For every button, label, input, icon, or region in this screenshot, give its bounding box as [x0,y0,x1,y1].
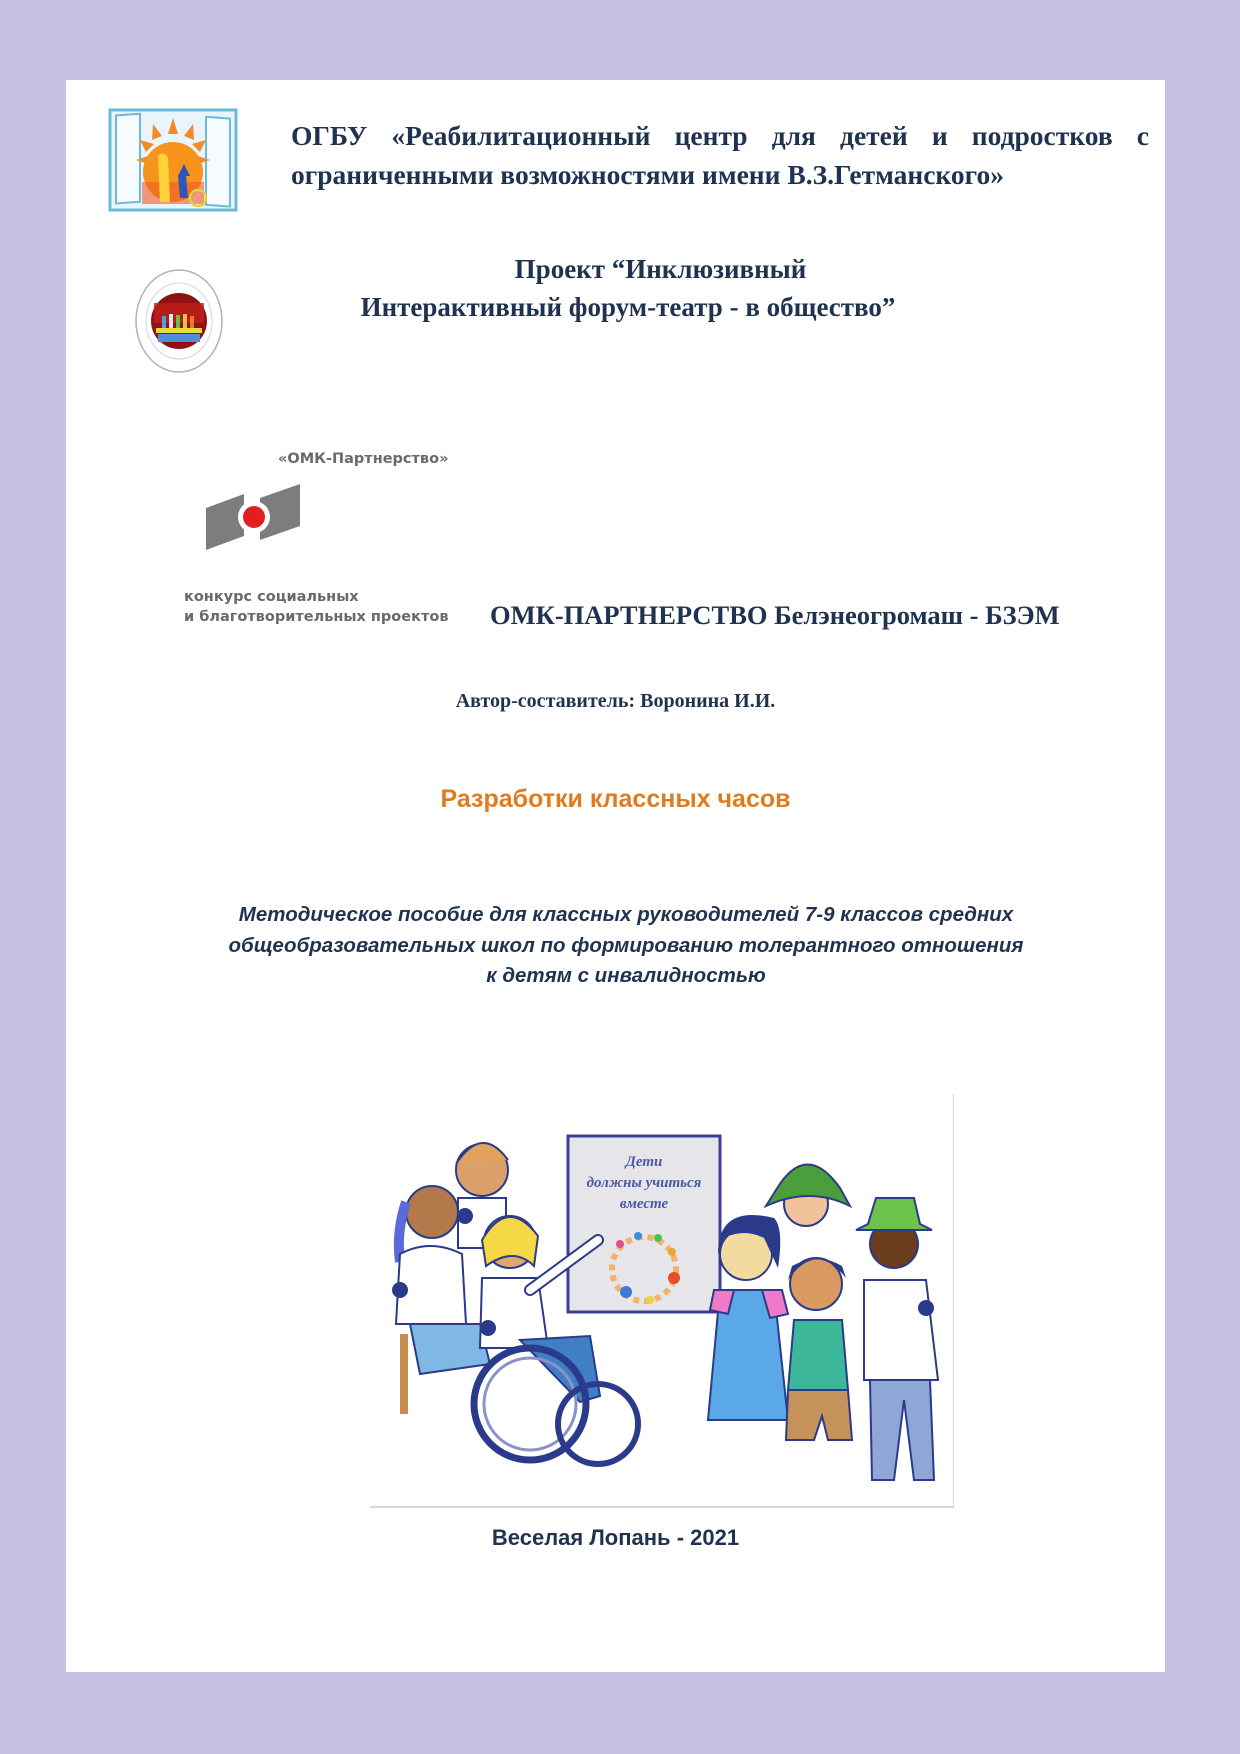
children-group-illustration-icon [370,1094,954,1508]
subtitle-line3: к детям с инвалидностью [486,964,766,987]
organization-name: ОГБУ «Реабилитационный центр для детей и подростков с ограниченными возможностями имени В.З.Гетманского» [291,120,1149,190]
poster-line1: Дети [625,1154,663,1170]
omk-subcaption-line2: и благотворительных проектов [184,609,449,625]
project-title-line2: Интерактивный форум-театр - в общество” [360,292,896,322]
place-and-year: Веселая Лопань - 2021 [491,1525,740,1550]
sun-window-logo-icon [108,106,238,216]
omk-logo-subcaption [184,587,449,627]
poster-line2: должны учиться [586,1175,702,1191]
omk-logo-caption: «ОМК-Партнерство» [278,451,449,467]
subtitle-line1: Методическое пособие для классных руководителей 7-9 классов средних [238,903,1014,926]
poster-line3: вместе [619,1196,669,1212]
project-title-line1: Проект “Инклюзивный [514,254,807,284]
document-title: Разработки классных часов [440,785,791,813]
document-subtitle [186,900,1066,992]
partner-line: ОМК-ПАРТНЕРСТВО Белэнеогромаш - БЗЭМ [490,600,1060,630]
omk-partnership-logo-icon [206,480,318,560]
omk-subcaption-line1: конкурс социальных [184,589,359,605]
poster-text [568,1152,720,1215]
document-page [66,80,1165,1672]
subtitle-line2: общеобразовательных школ по формированию толерантного отношения [228,933,1024,957]
author-line: Автор-составитель: Воронина И.И. [455,690,776,712]
